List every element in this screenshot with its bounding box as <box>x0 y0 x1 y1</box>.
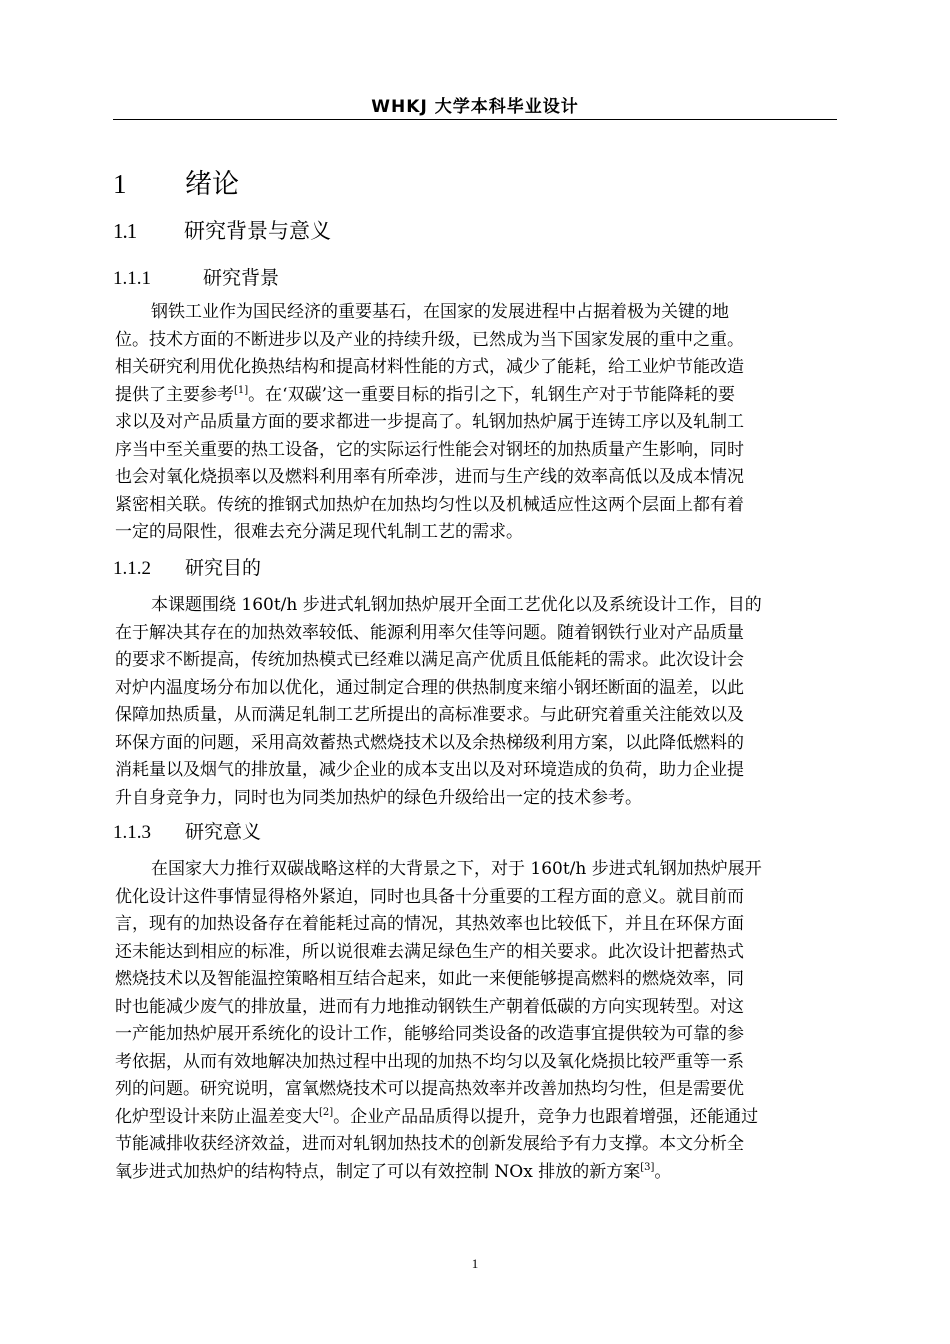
text-line: 列的问题。研究说明，富氧燃烧技术可以提高热效率并改善加热均匀性，但是需要优 <box>115 1079 744 1099</box>
text-line <box>115 1104 837 1132</box>
subsection-number: 1.1.2 <box>113 558 151 579</box>
text-line: 升自身竞争力，同时也为同类加热炉的绿色升级给出一定的技术参考。 <box>115 787 642 808</box>
text-fragment: 氧步进式加热炉的结构特点，制定了可以有效控制 NOx 排放的新方案 <box>115 1161 641 1182</box>
subsection-heading-3 <box>113 818 261 847</box>
text-line: 言，现有的加热设备存在着能耗过高的情况，其热效率也比较低下，并且在环保方面 <box>115 914 744 934</box>
header-rule <box>113 119 837 120</box>
text-line: 一产能加热炉展开系统化的设计工作，能够给同类设备的改造事宜提供较为可靠的参 <box>115 1024 744 1044</box>
chapter-heading <box>113 166 239 203</box>
text-fragment: 提供了主要参考 <box>115 384 234 405</box>
chapter-title: 绪论 <box>185 169 239 200</box>
text-line: 在国家大力推行双碳战略这样的大背景之下，对于 160t/h 步进式轧钢加热炉展开 <box>151 859 762 879</box>
section-number: 1.1 <box>113 219 137 243</box>
text-line: 优化设计这件事情显得格外紧迫，同时也具备十分重要的工程方面的意义。就目前而 <box>115 886 744 907</box>
text-line: 燃烧技术以及智能温控策略相互结合起来，如此一来便能够提高燃料的燃烧效率，同 <box>115 969 744 989</box>
subsection-title: 研究意义 <box>185 821 262 843</box>
text-line: 也会对氧化烧损率以及燃料利用率有所牵涉，进而与生产线的效率高低以及成本情况 <box>115 467 744 487</box>
text-line: 的要求不断提高，传统加热模式已经难以满足高产优质且低能耗的需求。此次设计会 <box>115 650 744 670</box>
text-line: 时也能减少废气的排放量，进而有力地推动钢铁生产朝着低碳的方向实现转型。对这 <box>115 996 744 1017</box>
section-heading <box>113 216 331 246</box>
text-line: 序当中至关重要的热工设备，它的实际运行性能会对钢坯的加热质量产生影响，同时 <box>115 439 744 460</box>
citation-2: [2] <box>319 1106 334 1118</box>
subsection-number: 1.1.1 <box>113 268 151 289</box>
section-title: 研究背景与意义 <box>184 219 331 243</box>
text-line: 考依据，从而有效地解决加热过程中出现的加热不均匀以及氧化烧损比较严重等一系 <box>115 1051 744 1072</box>
text-line <box>115 382 837 410</box>
paragraph-significance <box>115 856 837 1186</box>
chapter-number: 1 <box>113 169 127 199</box>
text-line: 还未能达到相应的标准，所以说很难去满足绿色生产的相关要求。此次设计把蓄热式 <box>115 941 744 962</box>
page-number: 1 <box>471 1256 479 1271</box>
text-line: 环保方面的问题，采用高效蓄热式燃烧技术以及余热梯级利用方案，以此降低燃料的 <box>115 732 744 753</box>
text-line: 求以及对产品质量方面的要求都进一步提高了。轧钢加热炉属于连铸工序以及轧制工 <box>115 412 744 432</box>
text-fragment: 。在‘双碳’这一重要目标的指引之下，轧钢生产对于节能降耗的要 <box>248 384 735 405</box>
text-line: 节能减排收获经济效益，进而对轧钢加热技术的创新发展给予有力支撑。本文分析全 <box>115 1134 744 1154</box>
subsection-title: 研究目的 <box>185 557 262 579</box>
subsection-heading-1 <box>113 264 279 293</box>
text-line: 位。技术方面的不断进步以及产业的持续升级，已然成为当下国家发展的重中之重。 <box>115 329 744 350</box>
text-line: 对炉内温度场分布加以优化，通过制定合理的供热制度来缩小钢坯断面的温差，以此 <box>115 677 744 698</box>
text-line: 钢铁工业作为国民经济的重要基石，在国家的发展进程中占据着极为关键的地 <box>151 302 729 322</box>
subsection-number: 1.1.3 <box>113 822 151 843</box>
text-fragment: 。 <box>654 1161 672 1182</box>
text-line <box>115 1159 837 1187</box>
citation-1: [1] <box>234 384 249 396</box>
text-line: 在于解决其存在的加热效率较低、能源利用率欠佳等问题。随着钢铁行业对产品质量 <box>115 622 744 643</box>
paragraph-purpose <box>115 592 837 812</box>
subsection-title: 研究背景 <box>203 267 280 289</box>
text-line: 一定的局限性，很难去充分满足现代轧制工艺的需求。 <box>115 522 523 542</box>
citation-3: [3] <box>640 1161 655 1173</box>
text-line: 保障加热质量，从而满足轧制工艺所提出的高标准要求。与此研究着重关注能效以及 <box>115 705 744 725</box>
text-fragment: 。企业产品品质得以提升，竞争力也跟着增强，还能通过 <box>333 1106 759 1127</box>
text-line: 紧密相关联。传统的推钢式加热炉在加热均匀性以及机械适应性这两个层面上都有着 <box>115 494 744 515</box>
text-line: 消耗量以及烟气的排放量，减少企业的成本支出以及对环境造成的负荷，助力企业提 <box>115 760 744 780</box>
text-line: 相关研究利用优化换热结构和提高材料性能的方式，减少了能耗，给工业炉节能改造 <box>115 357 744 377</box>
paragraph-background <box>115 299 837 547</box>
subsection-heading-2 <box>113 554 261 583</box>
text-fragment: 化炉型设计来防止温差变大 <box>115 1106 319 1127</box>
page-header-title: WHKJ 大学本科毕业设计 <box>371 97 579 117</box>
text-line: 本课题围绕 160t/h 步进式轧钢加热炉展开全面工艺优化以及系统设计工作，目的 <box>151 595 762 615</box>
